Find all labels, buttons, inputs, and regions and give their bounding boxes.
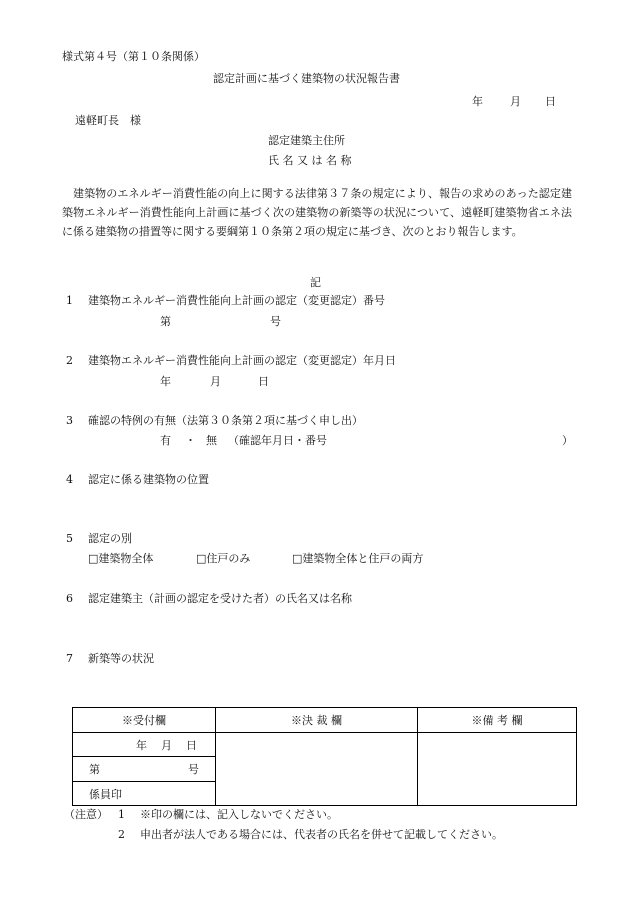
item-number: 4: [66, 473, 73, 486]
year-label: 年: [136, 738, 147, 752]
day-label: 日: [258, 375, 269, 388]
item-number: 1: [66, 294, 73, 307]
checkbox-whole-building[interactable]: □建築物全体: [88, 552, 154, 565]
item-text: 確認の特例の有無（法第３０条第２項に基づく申し出）: [88, 414, 363, 427]
note-2-text: 申出者が法人である場合には、代表者の氏名を併せて記載してください。: [140, 828, 503, 841]
item-number: 7: [66, 652, 73, 665]
item-number: 5: [66, 532, 73, 545]
date-day-label: 日: [545, 95, 556, 108]
checkbox-dwelling-only[interactable]: □住戸のみ: [196, 552, 251, 565]
day-label: 日: [186, 738, 197, 752]
header-remarks: ※備 考 欄: [418, 708, 577, 733]
item-text: 認定建築主（計画の認定を受けた者）の氏名又は名称: [88, 592, 352, 605]
year-label: 年: [160, 375, 171, 388]
date-year-label: 年: [472, 95, 483, 108]
ki-heading: 記: [310, 276, 321, 289]
option-yes: 有: [160, 434, 171, 447]
reception-date-cell: [73, 733, 216, 757]
month-label: 月: [210, 375, 221, 388]
approval-cell: [216, 733, 418, 806]
staff-stamp-label: 係員印: [89, 787, 122, 801]
go-label: 号: [270, 315, 281, 328]
applicant-name-label: 氏 名 又 は 名 称: [268, 154, 352, 167]
item-text: 認定に係る建築物の位置: [88, 473, 209, 486]
go-label: 号: [188, 763, 199, 776]
separator-dot: ・: [185, 434, 196, 447]
checkbox-both[interactable]: □建築物全体と住戸の両方: [292, 552, 424, 565]
item-number: 3: [66, 414, 73, 427]
body-paragraph: 建築物のエネルギー消費性能の向上に関する法律第３７条の規定により、報告の求めのあった認定建築物エネルギー消費性能向上計画に基づく次の建築物の新築等の状況について、遠軽町建築物省エネ法に係る建築物の措置等に関する要綱第１０条第２項の規定に基づき、次のとおり報告します。: [62, 187, 572, 238]
dai-label: 第: [89, 763, 100, 776]
header-reception: ※受付欄: [73, 708, 216, 733]
reception-table: [72, 707, 577, 806]
month-label: 月: [161, 738, 172, 752]
note-1-number: 1: [118, 808, 125, 821]
item-text: 新築等の状況: [88, 652, 154, 665]
item-text: 建築物エネルギー消費性能向上計画の認定（変更認定）年月日: [88, 354, 396, 367]
notes-label: （注意）: [64, 808, 108, 821]
close-paren: ）: [562, 434, 573, 447]
staff-stamp-cell: [73, 782, 216, 806]
document-title: 認定計画に基づく建築物の状況報告書: [213, 72, 400, 85]
date-month-label: 月: [510, 95, 521, 108]
item-number: 6: [66, 592, 73, 605]
dai-label: 第: [160, 315, 171, 328]
item-text: 認定の別: [88, 532, 132, 545]
option-no: 無: [206, 434, 217, 447]
item-text: 建築物エネルギー消費性能向上計画の認定（変更認定）番号: [88, 294, 385, 307]
reception-number-cell: [73, 757, 216, 782]
remarks-cell: [418, 733, 577, 806]
addressee: 遠軽町長 様: [75, 114, 141, 127]
note-1-text: ※印の欄には、記入しないでください。: [140, 808, 338, 821]
note-2-number: 2: [118, 828, 125, 841]
applicant-address-label: 認定建築主住所: [268, 134, 345, 147]
confirmation-detail-label: （確認年月日・番号: [228, 434, 327, 447]
header-approval: ※決 裁 欄: [216, 708, 418, 733]
form-number-label: 様式第４号（第１０条関係）: [62, 50, 205, 63]
item-number: 2: [66, 354, 73, 367]
